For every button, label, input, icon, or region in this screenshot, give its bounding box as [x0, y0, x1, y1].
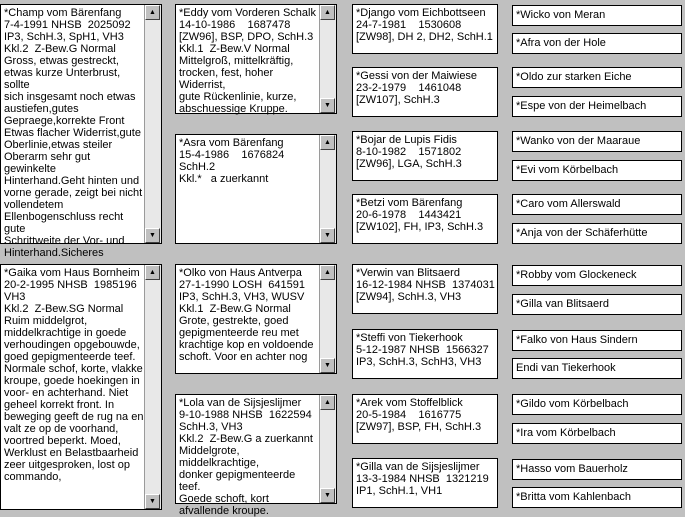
- scroll-up-arrow-icon[interactable]: ▲: [320, 135, 335, 150]
- scroll-down-arrow-icon[interactable]: ▼: [320, 98, 335, 113]
- dog-name: *Wanko von der Maaraue: [516, 135, 641, 147]
- dog-info-text: *Gilla van de Sijsjeslijmer 13-3-1984 NHSB 1321219 IP1, SchH.1, VH1: [356, 461, 489, 497]
- dog-name: *Oldo zur starken Eiche: [516, 71, 632, 83]
- dog-info-text: *Steffi von Tiekerhook 5-12-1987 NHSB 1566327 IP3, SchH.3, SchH3, VH3: [356, 332, 489, 368]
- dog-card-gen4-16[interactable]: [512, 487, 682, 508]
- dog-card-dam[interactable]: [0, 264, 162, 510]
- scrollbar[interactable]: [144, 265, 161, 509]
- dog-card-gen4-1[interactable]: [512, 5, 682, 26]
- scroll-down-arrow-icon[interactable]: ▼: [320, 488, 335, 503]
- dog-card-gen4-11[interactable]: [512, 330, 682, 351]
- dog-info-text: *Champ vom Bärenfang 7-4-1991 NHSB 2025092 IP3, SchH.3, SpH1, VH3 Kkl.2 Z-Bew.G Normal Gross, etwas gestreckt, etwas kurze Unterbrust, sollte sich insgesamt noch etwas austiefen,gutes Gepraege,korrekte Front Etwas flacher Widerrist,gute Oberlinie,etwas steiler Oberarm sehr gut gewinkelte Hinterhand.Geht hinten und vorne gerade, zeigt bei nicht vollendetem Ellenbogenschluss recht gute Schrittweite der Vor- und Hinterhand.Sicheres: [4, 7, 143, 259]
- dog-name: *Gilla van Blitsaerd: [516, 298, 609, 310]
- scroll-up-arrow-icon[interactable]: ▲: [145, 265, 160, 280]
- scroll-up-arrow-icon[interactable]: ▲: [320, 395, 335, 410]
- dog-card-gen4-14[interactable]: [512, 423, 682, 444]
- scroll-up-arrow-icon[interactable]: ▲: [320, 5, 335, 20]
- dog-card-sire-dam[interactable]: [175, 134, 337, 244]
- dog-info-text: *Arek vom Stoffelblick 20-5-1984 1616775 [ZW97], BSP, FH, SchH.3: [356, 397, 482, 433]
- dog-card-gen4-9[interactable]: [512, 265, 682, 286]
- dog-info-text: *Asra vom Bärenfang 15-4-1986 1676824 SchH.2 Kkl.* a zuerkannt: [179, 137, 285, 185]
- scrollbar[interactable]: [319, 5, 336, 113]
- dog-name: *Hasso vom Bauerholz: [516, 463, 628, 475]
- dog-card-gen4-12[interactable]: [512, 358, 682, 379]
- dog-card-gen4-5[interactable]: [512, 131, 682, 152]
- dog-name: *Robby vom Glockeneck: [516, 269, 637, 281]
- scroll-down-arrow-icon[interactable]: ▼: [320, 228, 335, 243]
- dog-info-text: *Betzi vom Bärenfang 20-6-1978 1443421 [ZW102], FH, IP3, SchH.3: [356, 197, 484, 233]
- dog-card-sire[interactable]: [0, 4, 162, 259]
- dog-card-gen3-2[interactable]: [352, 67, 498, 117]
- dog-info-text: *Olko von Haus Antverpa 27-1-1990 LOSH 641591 IP3, SchH.3, VH3, WUSV Kkl.1 Z-Bew.G Normal Grote, gestrekte, goed gepigmenteerde reu met krachtige kop en voldoende schoft. Voor en achter nog: [179, 267, 314, 363]
- dog-info-text: *Lola van de Sijsjeslijmer 9-10-1988 NHSB 1622594 SchH.3, VH3 Kkl.2 Z-Bew.G a zuerkannt Middelgrote, middelkrachtige, donker gepigmenteerde teef. Goede schoft, kort afvallende kroupe.: [179, 397, 313, 517]
- dog-card-gen3-1[interactable]: [352, 4, 498, 54]
- scroll-down-arrow-icon[interactable]: ▼: [320, 358, 335, 373]
- dog-info-text: *Django vom Eichbottseen 24-7-1981 1530608 [ZW98], DH 2, DH2, SchH.1: [356, 7, 493, 43]
- dog-name: *Anja von der Schäferhütte: [516, 227, 648, 239]
- dog-info-text: *Verwin van Blitsaerd 16-12-1984 NHSB 1374031 [ZW94], SchH.3, VH3: [356, 267, 495, 303]
- dog-card-gen4-7[interactable]: [512, 194, 682, 215]
- dog-name: *Caro vom Allerswald: [516, 198, 621, 210]
- scrollbar[interactable]: [319, 135, 336, 243]
- dog-card-gen3-4[interactable]: [352, 194, 498, 244]
- dog-card-sire-sire[interactable]: [175, 4, 337, 114]
- dog-name: *Ira vom Körbelbach: [516, 427, 616, 439]
- dog-card-gen4-3[interactable]: [512, 67, 682, 88]
- dog-name: *Wicko von Meran: [516, 9, 606, 21]
- dog-name: *Falko von Haus Sindern: [516, 334, 638, 346]
- dog-info-text: *Gaika vom Haus Bornheim 20-2-1995 NHSB 1985196 VH3 Kkl.2 Z-Bew.SG Normal Ruim middelgrot, middelkrachtige in goede verhoudingen opgebouwde, goed gepigmenteerde teef. Normale schof, korte, vlakke kroupe, goede hoekingen in voor- en achterhand. Niet geheel korrekt front. In beweging geeft de rug na en valt ze op de voorhand, voortred beperkt. Moed, Werklust en Belastbaarheid zeer uitgesproken, lost op commando,: [4, 267, 144, 483]
- dog-card-gen4-6[interactable]: [512, 160, 682, 181]
- dog-card-gen3-3[interactable]: [352, 131, 498, 181]
- dog-name: *Evi vom Körbelbach: [516, 164, 619, 176]
- dog-card-gen4-4[interactable]: [512, 96, 682, 117]
- scroll-down-arrow-icon[interactable]: ▼: [145, 228, 160, 243]
- dog-name: *Afra von der Hole: [516, 37, 606, 49]
- dog-card-gen3-8[interactable]: [352, 458, 498, 508]
- scrollbar[interactable]: [319, 265, 336, 373]
- dog-card-gen4-8[interactable]: [512, 223, 682, 244]
- scroll-down-arrow-icon[interactable]: ▼: [145, 494, 160, 509]
- dog-card-gen3-6[interactable]: [352, 329, 498, 379]
- dog-name: *Espe von der Heimelbach: [516, 100, 647, 112]
- dog-info-text: *Eddy vom Vorderen Schalk 14-10-1986 1687478 [ZW96], BSP, DPO, SchH.3 Kkl.1 Z-Bew.V Normal Mittelgroß, mittelkräftig, trocken, fest, hoher Widerrist, gute Rückenlinie, kurze, abschuessige Kruppe.: [179, 7, 316, 115]
- scroll-up-arrow-icon[interactable]: ▲: [320, 265, 335, 280]
- dog-card-gen3-5[interactable]: [352, 264, 498, 314]
- dog-card-gen4-10[interactable]: [512, 294, 682, 315]
- dog-card-dam-sire[interactable]: [175, 264, 337, 374]
- scrollbar[interactable]: [144, 5, 161, 243]
- scroll-up-arrow-icon[interactable]: ▲: [145, 5, 160, 20]
- dog-card-gen4-13[interactable]: [512, 394, 682, 415]
- dog-card-gen4-15[interactable]: [512, 459, 682, 480]
- dog-name: *Gildo vom Körbelbach: [516, 398, 629, 410]
- dog-name: Endi van Tiekerhook: [516, 362, 616, 374]
- dog-info-text: *Bojar de Lupis Fidis 8-10-1982 1571802 [ZW96], LGA, SchH.3: [356, 134, 462, 170]
- dog-name: *Britta vom Kahlenbach: [516, 491, 631, 503]
- scrollbar[interactable]: [319, 395, 336, 503]
- dog-card-gen3-7[interactable]: [352, 394, 498, 444]
- dog-card-dam-dam[interactable]: [175, 394, 337, 517]
- dog-card-gen4-2[interactable]: [512, 33, 682, 54]
- dog-info-text: *Gessi von der Maiwiese 23-2-1979 1461048 [ZW107], SchH.3: [356, 70, 478, 106]
